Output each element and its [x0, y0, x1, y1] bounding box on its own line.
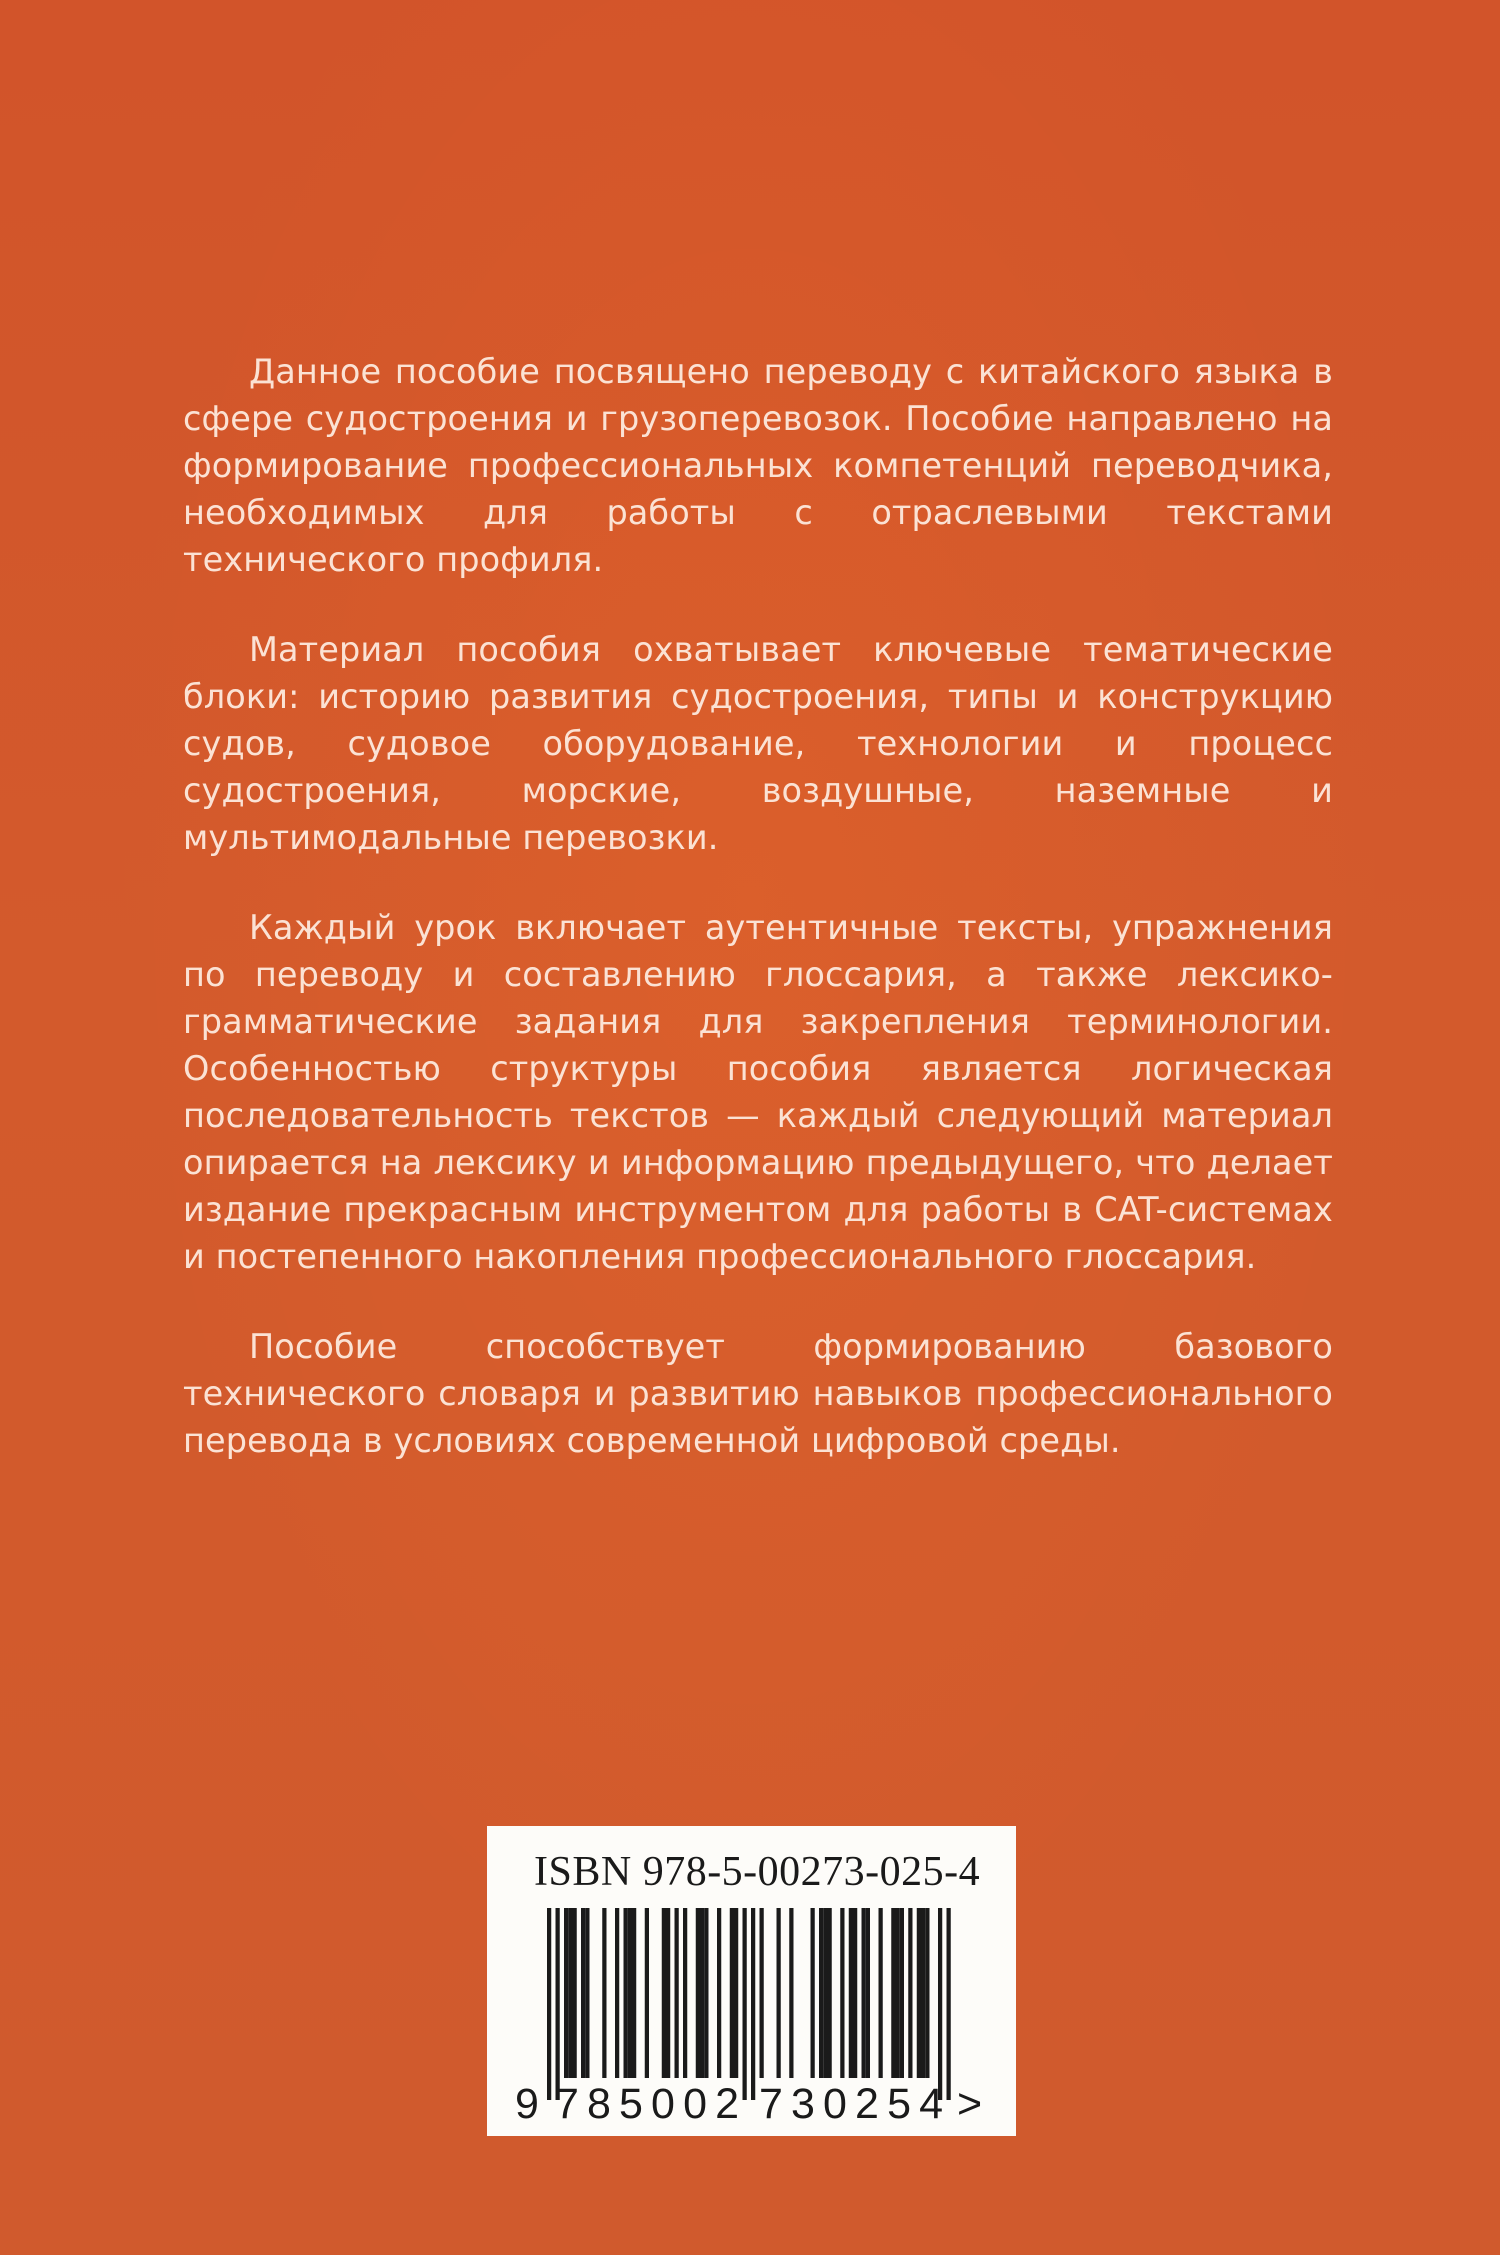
barcode-guard-bar [751, 1908, 755, 2100]
barcode-bar [585, 1908, 589, 2078]
isbn-label: ISBN 978-5-00273-025-4 [534, 1849, 981, 1895]
barcode-bar [760, 1908, 764, 2078]
barcode-guard-bar [743, 1908, 747, 2100]
barcode-bar [730, 1908, 734, 2078]
barcode-bar [917, 1908, 921, 2078]
barcode-first-digit: 9 [515, 2080, 539, 2128]
barcode-left-group: 785002 [555, 2080, 739, 2128]
barcode-bar [828, 1908, 832, 2078]
barcode-bar [573, 1908, 577, 2078]
barcode-right-group: 730254 [759, 2080, 943, 2128]
barcode-bar [777, 1908, 781, 2078]
barcode-bar [879, 1908, 883, 2078]
barcode-bar [628, 1908, 632, 2078]
blurb-paragraph-2: Материал пособия охватывает ключевые тематические блоки: историю развития судостроения, типы и конструкцию судов, судовое оборудование, технологии и процесс судостроения, морские, воздушные, наземные и мультимодальные перевозки. [183, 630, 1333, 857]
barcode-bar [662, 1908, 666, 2078]
barcode-guard-bar [938, 1908, 942, 2100]
barcode-guard-bar [547, 1908, 551, 2100]
barcode-bar [632, 1908, 636, 2078]
blurb-paragraph-4: Пособие способствует формированию базового технического словаря и развитию навыков профессионального перевода в условиях современной цифровой среды. [183, 1327, 1333, 1460]
barcode-bar [925, 1908, 929, 2078]
barcode-bar [840, 1908, 844, 2078]
barcode-bar [734, 1908, 738, 2078]
barcode-bar [704, 1908, 708, 2078]
barcode-bar [700, 1908, 704, 2078]
barcode-bars [547, 1908, 951, 2100]
barcode-bar [717, 1908, 721, 2078]
blurb-paragraph-3: Каждый урок включает аутентичные тексты, упражнения по переводу и составлению глоссария, а также лексико-грамматические задания для закрепления терминологии. Особенностью структуры пособия является логическая последовательность текстов — каждый следующий материал опирается на лексику и информацию предыдущего, что делает издание прекрасным инструментом для работы в CAT-системах и постепенного накопления профессионального глоссария. [183, 908, 1333, 1276]
isbn-barcode-box [487, 1826, 1016, 2136]
barcode-bar [789, 1908, 793, 2078]
barcode-bar [568, 1908, 572, 2078]
barcode-bar [823, 1908, 827, 2078]
barcode-bar [921, 1908, 925, 2078]
barcode-bar [696, 1908, 700, 2078]
barcode-guard-bar [556, 1908, 560, 2100]
barcode-bar [624, 1908, 628, 2078]
barcode-bar [866, 1908, 870, 2078]
barcode-bar [615, 1908, 619, 2078]
barcode-bar [853, 1908, 857, 2078]
barcode-bar [666, 1908, 670, 2078]
barcode-bar [896, 1908, 900, 2078]
barcode-bar [900, 1908, 904, 2078]
barcode-bar [645, 1908, 649, 2078]
barcode-bar [683, 1908, 687, 2078]
barcode-bar [862, 1908, 866, 2078]
blurb-text [183, 348, 1333, 1507]
barcode [487, 1826, 1016, 2136]
barcode-end-mark: > [957, 2080, 983, 2128]
barcode-bar [564, 1908, 568, 2078]
barcode-guard-bar [947, 1908, 951, 2100]
barcode-bar [811, 1908, 815, 2078]
barcode-bar [675, 1908, 679, 2078]
blurb-paragraph-1: Данное пособие посвящено переводу с китайского языка в сфере судостроения и грузоперевозок. Пособие направлено на формирование профессиональных компетенций переводчика, необходимых для работы с отраслевыми текстами технического профиля. [183, 352, 1333, 579]
barcode-bar [602, 1908, 606, 2078]
barcode-bar [819, 1908, 823, 2078]
barcode-bar [908, 1908, 912, 2078]
barcode-bar [581, 1908, 585, 2078]
barcode-bar [849, 1908, 853, 2078]
barcode-bar [891, 1908, 895, 2078]
